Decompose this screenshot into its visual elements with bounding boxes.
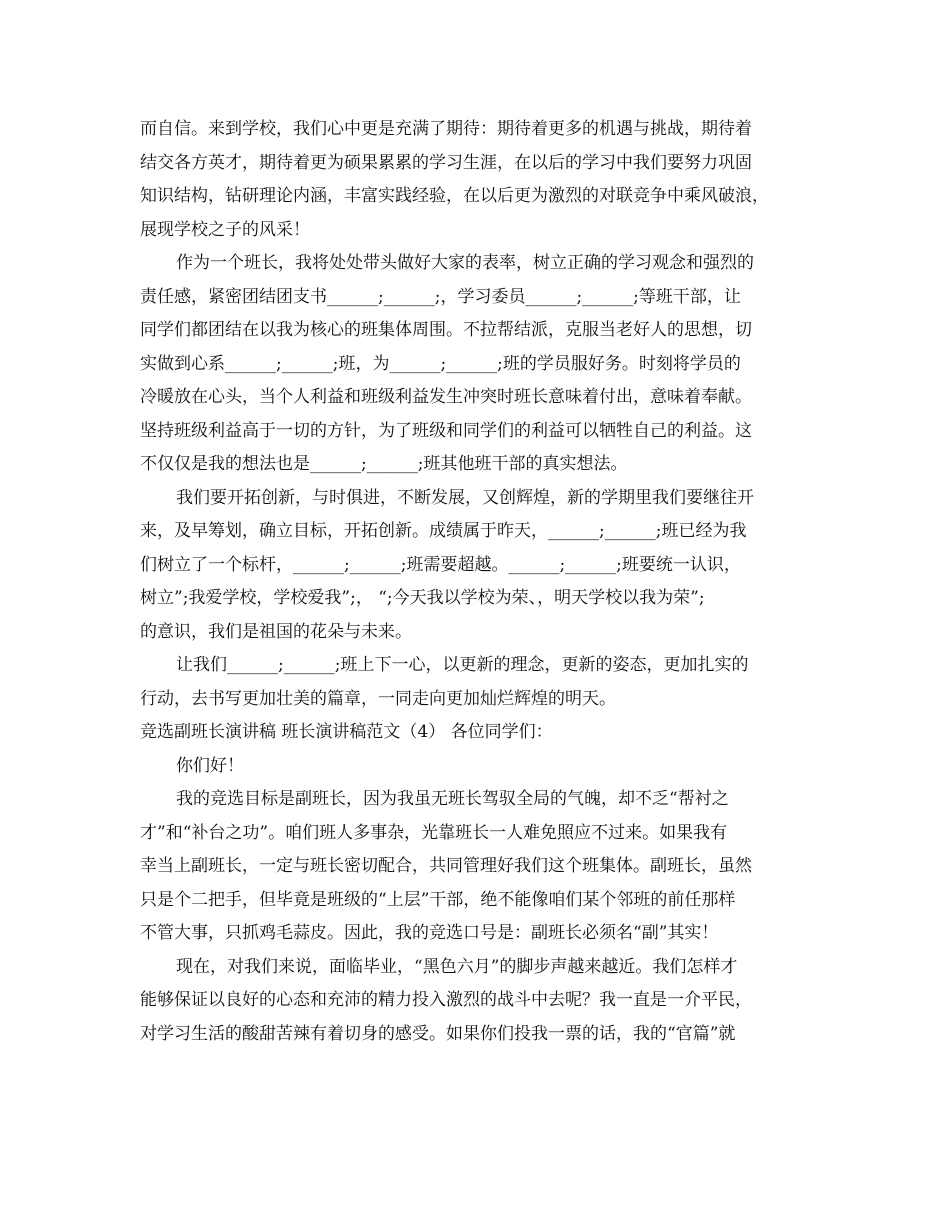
- text-line: 幸当上副班长，一定与班长密切配合，共同管理好我们这个班集体。副班长，虽然: [140, 856, 752, 876]
- text-line: 树立”;我爱学校，学校爱我”;， “;今天我以学校为荣、，明天学校以我为荣”;: [140, 588, 705, 608]
- text-line: 竞选副班长演讲稿 班长演讲稿范文（4） 各位同学们：: [140, 722, 553, 742]
- text-line: 不仅仅是我的想法也是______;______;班其他班干部的真实想法。: [140, 454, 628, 474]
- text-line: 我们要开拓创新，与时俱进，不断发展，又创辉煌，新的学期里我们要继往开: [176, 487, 754, 508]
- text-line: 只是个二把手，但毕竟是班级的“上层”干部，绝不能像咱们某个邻班的前任那样: [140, 889, 736, 910]
- text-line: 来，及早筹划，确立目标，开拓创新。成绩属于昨天，______;______;班已经为我: [140, 521, 747, 541]
- text-line: 实做到心系______;______;班，为______;______;班的学员服好务。时刻将学员的: [140, 353, 741, 374]
- text-line: 坚持班级利益高于一切的方针，为了班级和同学们的利益可以牺牲自己的利益。这: [140, 420, 752, 441]
- text-line: 不管大事，只抓鸡毛蒜皮。因此，我的竞选口号是：副班长必须名“副”其实！: [140, 923, 719, 943]
- document-body: [140, 113, 830, 1051]
- text-line: 责任感，紧密团结团支书______;______;，学习委员______;______;等班干部，让: [140, 286, 741, 307]
- text-line: 结交各方英才，期待着更为硕果累累的学习生涯，在以后的学习中我们要努力巩固: [140, 152, 752, 173]
- text-line: 能够保证以良好的心态和充沛的精力投入激烈的战斗中去呢？我一直是一介平民，: [140, 990, 752, 1010]
- text-line: 知识结构，钻研理论内涵，丰富实践经验，在以后更为激烈的对联竞争中乘风破浪，: [140, 186, 769, 206]
- text-line: 你们好！: [176, 755, 244, 776]
- text-line: 才”和“补台之功”。咱们班人多事杂，光靠班长一人难免照应不过来。如果我有: [140, 822, 728, 843]
- text-line: 冷暖放在心头，当个人利益和班级利益发生冲突时班长意味着付出，意味着奉献。: [140, 387, 752, 407]
- text-line: 们树立了一个标杆，______;______;班需要超越。______;______;班要统一认识，: [140, 554, 741, 575]
- text-line: 对学习生活的酸甜苦辣有着切身的感受。如果你们投我一票的话，我的“官篇”就: [140, 1023, 736, 1044]
- text-line: 同学们都团结在以我为核心的班集体周围。不拉帮结派，克服当老好人的思想，切: [140, 320, 752, 340]
- text-line: 展现学校之子的风采！: [140, 219, 310, 240]
- text-line: 作为一个班长，我将处处带头做好大家的表率，树立正确的学习观念和强烈的: [176, 253, 754, 273]
- text-line: 的意识，我们是祖国的花朵与未来。: [140, 621, 412, 642]
- text-line: 让我们______;______;班上下一心，以更新的理念，更新的姿态，更加扎实的: [176, 655, 749, 675]
- text-line: 现在，对我们来说，面临毕业，“黑色六月”的脚步声越来越近。我们怎样才: [176, 956, 738, 977]
- text-line: 行动，去书写更加壮美的篇章，一同走向更加灿烂辉煌的明天。: [140, 688, 616, 709]
- text-line: 而自信。来到学校，我们心中更是充满了期待：期待着更多的机遇与挑战，期待着: [140, 119, 752, 139]
- text-line: 我的竞选目标是副班长，因为我虽无班长驾驭全局的气魄，却不乏“帮衬之: [176, 789, 729, 809]
